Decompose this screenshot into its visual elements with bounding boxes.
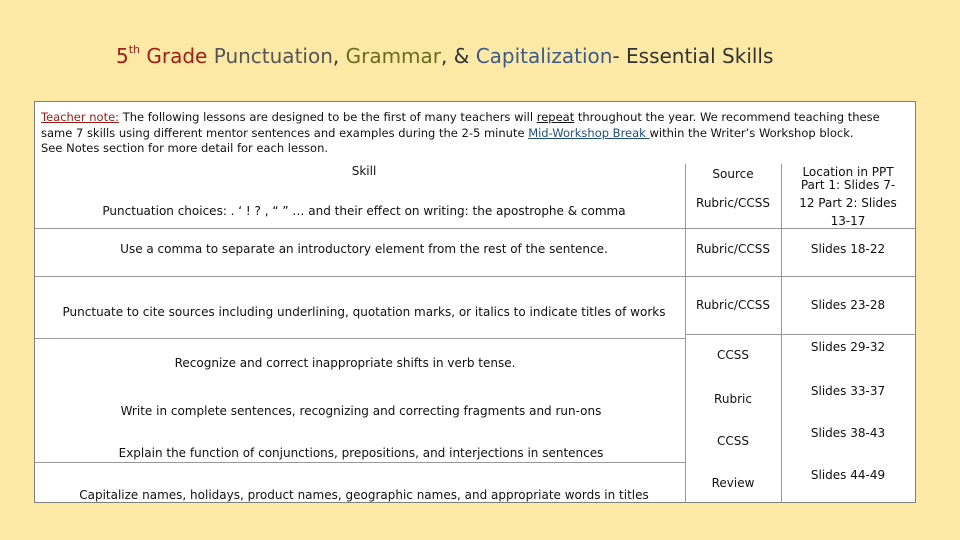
title-rest: - Essential Skills	[612, 44, 774, 68]
row-divider	[35, 228, 685, 229]
col-divider-2	[781, 164, 782, 502]
header-source: Source	[712, 167, 754, 181]
title-grammar: Grammar	[345, 44, 442, 68]
table-row-source: CCSS	[717, 348, 749, 362]
row-divider	[685, 276, 915, 277]
header-location: Location in PPT	[802, 165, 894, 179]
row-divider	[685, 334, 915, 335]
table-row-source: Review	[711, 476, 755, 490]
skills-panel	[34, 101, 916, 503]
table-row-skill: Explain the function of conjunctions, prepositions, and interjections in sentences	[118, 446, 604, 460]
row-divider	[35, 338, 685, 339]
table-row-skill: Write in complete sentences, recognizing and correcting fragments and run-ons	[120, 404, 602, 418]
table-row-location: Slides 38-43	[810, 426, 886, 440]
header-skill: Skill	[351, 164, 377, 178]
row-divider	[35, 276, 685, 277]
table-row-source: Rubric/CCSS	[696, 196, 770, 210]
table-row-location: Slides 33-37	[810, 384, 886, 398]
table-row-skill: Capitalize names, holidays, product names, geographic names, and appropriate words in titles	[79, 488, 649, 502]
teacher-note-label: Teacher note:	[41, 110, 120, 124]
title-grade: 5th Grade	[116, 43, 208, 68]
repeat-word: repeat	[536, 110, 575, 124]
notes-line: See Notes section for more detail for each lesson.	[41, 141, 329, 155]
title-punctuation: Punctuation	[213, 44, 333, 68]
table-row-location: Part 1: Slides 7-12 Part 2: Slides 13-17	[799, 178, 897, 228]
table-row-source: Rubric/CCSS	[696, 298, 770, 312]
title-capitalization: Capitalization	[475, 44, 613, 68]
table-row-location: Slides 29-32	[810, 340, 886, 354]
mid-workshop-break-link[interactable]: Mid-Workshop Break	[528, 125, 650, 140]
table-row-skill: Punctuation choices: . ‘ ! ? , “ ” … and their effect on writing: the apostrophe & comma	[102, 204, 626, 218]
table-row-skill: Use a comma to separate an introductory element from the rest of the sentence.	[120, 242, 608, 256]
table-row-source: Rubric/CCSS	[696, 242, 770, 256]
table-row-skill: Recognize and correct inappropriate shifts in verb tense.	[174, 356, 516, 370]
page-title: 5th Grade Punctuation, Grammar, & Capitalization- Essential Skills	[116, 43, 774, 68]
table-row-skill: Punctuate to cite sources including underlining, quotation marks, or italics to indicate titles of works	[62, 305, 666, 319]
table-row-location: Slides 18-22	[810, 242, 886, 256]
teacher-note: Teacher note: The following lessons are designed to be the first of many teachers will repeat throughout the year. We recommend teaching these same 7 skills using different mentor sentences and examples during the 2-5 minute Mid-Workshop Break within the Writer’s Workshop block. See Notes section for more detail for each lesson.	[41, 110, 909, 157]
table-row-location: Slides 44-49	[810, 468, 886, 482]
table-row-source: CCSS	[717, 434, 749, 448]
table-row-location: Slides 23-28	[810, 298, 886, 312]
table-row-source: Rubric	[714, 392, 752, 406]
